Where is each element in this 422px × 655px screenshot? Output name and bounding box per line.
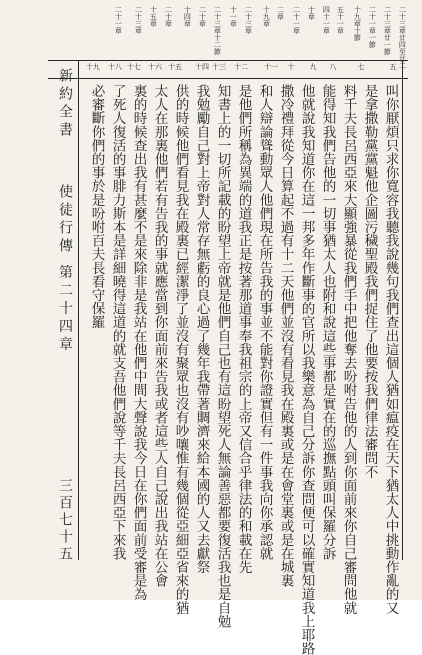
line-number: 九: [309, 63, 317, 71]
text-column: 和人辯論聳動眾人他們現在所告我的事並不能對你證實但有一件事我向你承認就: [256, 84, 273, 560]
numbers-rule: [48, 78, 408, 79]
chapter-title: 使徒行傳 第二十四章: [57, 184, 73, 355]
line-number: 十七: [127, 63, 141, 71]
line-number: 八: [329, 63, 337, 71]
right-margin-rule: [402, 60, 403, 560]
line-number: 十四: [195, 63, 209, 71]
marginal-note: 二十章: [198, 6, 207, 27]
text-column: 叫你厭煩只求你寬容我聽我說幾句我們查出這個人猶如瘟疫在天下猶太人中挑動作亂的又: [382, 84, 399, 615]
text-column: 我勉勵自己對上帝對人常存無虧的良心過了幾年我帶著賙濟來給本國的人又去獻祭: [193, 84, 210, 574]
marginal-note: 二十三章: [134, 6, 143, 34]
marginal-note: 二十章: [164, 6, 173, 27]
marginal-note: 二十一章: [292, 6, 301, 34]
line-number: 十三: [212, 63, 226, 71]
marginal-note: 二十一章: [114, 6, 123, 34]
text-column: 是拿撒勒黨黨魁他企圖污穢聖殿我們捉住了他要按我們律法審問不: [361, 84, 378, 479]
text-column: 料千夫長呂西亞來大顯強暴從我們手中把他奪去吩咐告他的人到你面前來你自己審問他就: [340, 84, 357, 615]
line-number: 十五: [168, 63, 182, 71]
line-number: 十八: [108, 63, 122, 71]
marginal-note: 四十一章: [322, 6, 331, 34]
text-column: 能得知我們告他的一切事猶太人也附和說這些事都是實在的巡撫點頭叫保羅分訴: [319, 84, 336, 560]
text-column: 是他們所稱為異端的道我正是按著那道事奉我祖宗的上帝又信合乎律法的和載在先: [235, 84, 252, 574]
text-column: 必審斷你們的事於是吩咐百夫長看守保羅: [88, 84, 105, 329]
line-number: 十一: [264, 63, 278, 71]
line-number: 七: [357, 63, 365, 71]
marginal-note: 二十三章: [244, 6, 253, 34]
text-column: 供的時候他們看見我在殿裏已經潔淨了並沒有聚眾也沒有吵嚷惟有幾個從亞細亞省來的猶: [172, 84, 189, 615]
marginal-note: 十五章: [149, 6, 158, 27]
marginal-note: 五十一章: [336, 6, 345, 34]
marginal-note: 十章: [307, 6, 316, 20]
text-column: 知書上的一切所記載的盼望上帝就是他們自己也有這盼望死人無論善惡都要復活我也是自勉: [214, 84, 231, 628]
marginal-note: 二章: [276, 6, 285, 20]
marginal-note: 十九章: [262, 6, 271, 27]
text-column: 他就說我知道你在這一邦多年作斷事的官所以我樂意為自己分訴你查問便可以確實知道我上耶路: [298, 84, 315, 655]
page-number: 三百七十五: [57, 478, 73, 563]
line-number: 十六: [148, 63, 162, 71]
marginal-note: 二十一章一節: [368, 6, 377, 48]
text-column: 了死人復活的事腓力斯本是詳細曉得這道的就支吾他們說等千夫長呂西亞下來我: [109, 84, 126, 560]
line-number: 十: [287, 63, 295, 71]
marginal-note: 十一章: [229, 6, 238, 27]
book-title: 新約全書: [57, 68, 73, 140]
left-margin-rule: [78, 60, 79, 560]
text-column: 裏的時候查出我有甚麼不是來除非是我站在他們中間大聲說我今日在你們面前受審是為: [130, 84, 147, 601]
text-column: 撒冷禮拜從今日算起不過有十二天他們並沒有看見我在殿裏或是在會堂裏或是在城裏: [277, 84, 294, 588]
marginal-note: 二十三章十二節: [213, 6, 222, 55]
line-number: 十九: [86, 63, 100, 71]
text-column: 太人在那裏他們若有告我的事就應當到你面前來告我或者這些人自己說出我站在公會: [151, 84, 168, 588]
top-rule: [48, 60, 408, 61]
marginal-note: 二十三章廿一節: [383, 6, 392, 55]
marginal-note: 二十三章廿四至廿二: [398, 6, 407, 69]
line-number: 五: [389, 63, 397, 71]
marginal-note: 十九章十節: [353, 6, 362, 41]
marginal-note: 十四章: [183, 6, 192, 27]
line-number: 十二: [234, 63, 248, 71]
